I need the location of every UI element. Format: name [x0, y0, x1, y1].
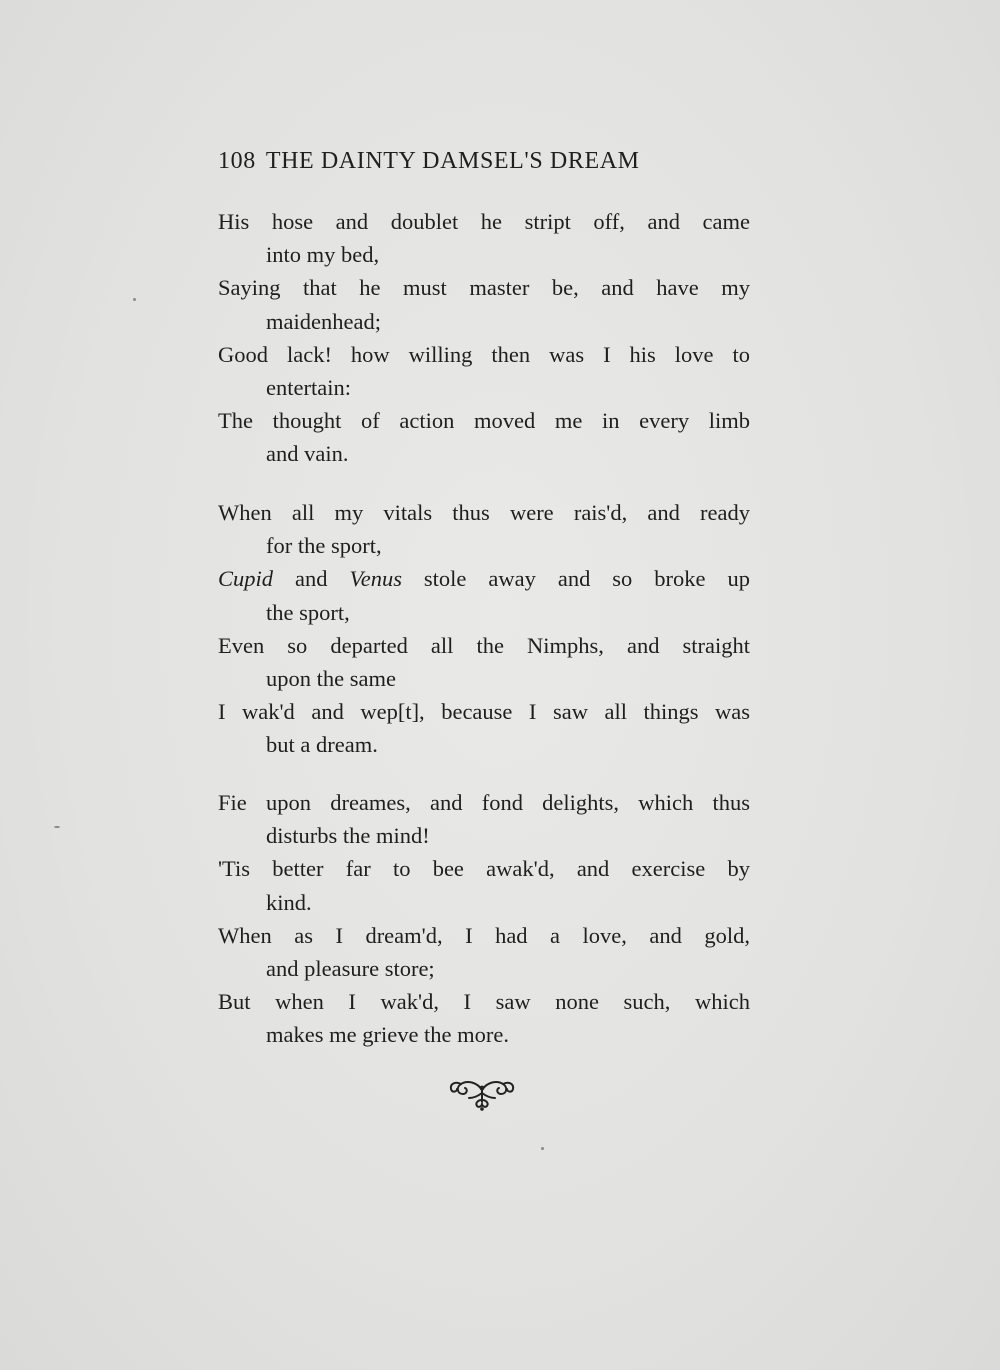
verse-line-continuation: the sport, — [266, 599, 350, 625]
page-header — [218, 148, 640, 175]
verse-line-continuation: for the sport, — [266, 533, 382, 559]
verse-line-continuation: but a dream. — [266, 732, 378, 758]
verse-line: When as I dream'd, I had a love, and gold, — [218, 922, 750, 948]
verse-line-continuation: and vain. — [266, 441, 349, 467]
page-number: 108 — [218, 148, 256, 174]
running-title: THE DAINTY DAMSEL'S DREAM — [265, 148, 640, 174]
verse-line: When all my vitals thus were rais'd, and ready — [218, 500, 750, 525]
verse-line-continuation: and pleasure store; — [266, 956, 435, 982]
verse-line: Good lack! how willing then was I his love to — [218, 341, 750, 367]
verse-line-cupid-venus: Cupid and Venus stole away and so broke up — [218, 566, 750, 592]
verse-line: But when I wak'd, I saw none such, which — [218, 989, 750, 1015]
stanza-1 — [218, 205, 750, 471]
stanza-2 — [218, 496, 750, 762]
verse-line: Fie upon dreames, and fond delights, which thus — [218, 790, 750, 815]
verse-line-continuation: entertain: — [266, 375, 351, 401]
verse-line: His hose and doublet he stript off, and came — [218, 209, 750, 234]
verse-line-continuation: upon the same — [266, 666, 396, 692]
verse-line-continuation: kind. — [266, 889, 312, 915]
verse-line-continuation: makes me grieve the more. — [266, 1022, 510, 1048]
verse-line-continuation: disturbs the mind! — [266, 823, 430, 849]
italic-name: Venus — [349, 566, 402, 592]
paper-speck — [54, 826, 60, 828]
italic-name: Cupid — [218, 566, 274, 592]
verse-line-continuation: maidenhead; — [266, 308, 381, 334]
stanza-3 — [218, 786, 750, 1052]
verse-line: 'Tis better far to bee awak'd, and exercise by — [218, 856, 750, 882]
paper-speck — [133, 298, 136, 301]
verse-line-continuation: into my bed, — [266, 242, 380, 268]
paper-speck — [541, 1147, 544, 1150]
verse-line: I wak'd and wep[t], because I saw all things was — [218, 699, 750, 725]
verse-line: The thought of action moved me in every limb — [218, 408, 750, 434]
floral-tailpiece-icon — [447, 1076, 517, 1112]
verse-line: Saying that he must master be, and have my — [218, 275, 750, 301]
verse-line: Even so departed all the Nimphs, and straight — [218, 632, 750, 658]
